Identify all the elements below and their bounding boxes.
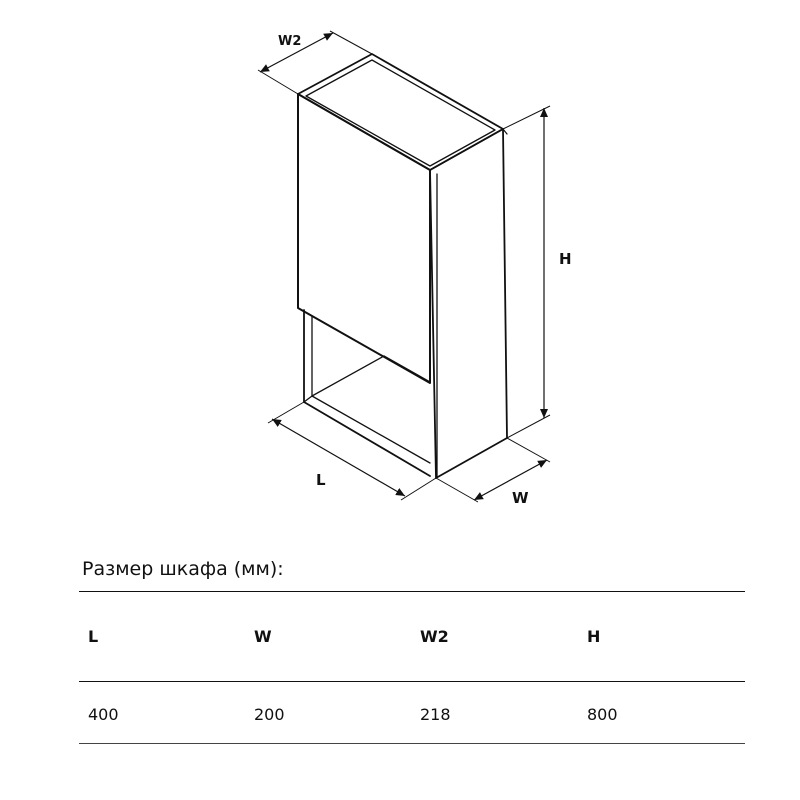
l-extension-left <box>268 402 304 423</box>
cabinet-body <box>298 54 507 478</box>
header-h: H <box>587 627 601 646</box>
l-label: L <box>316 471 326 489</box>
l-dimension-line <box>272 419 405 496</box>
l-extension-right <box>401 478 436 500</box>
w-extension-left <box>436 478 478 502</box>
h-extension-top <box>503 106 550 129</box>
value-w2: 218 <box>420 705 451 724</box>
value-l: 400 <box>88 705 119 724</box>
w2-extension-left <box>258 70 298 94</box>
table-rule-bottom <box>79 743 745 744</box>
table-rule-top <box>79 591 745 592</box>
spec-table-title: Размер шкафа (мм): <box>82 558 284 580</box>
header-w: W <box>254 627 272 646</box>
header-l: L <box>88 627 99 646</box>
table-rule-middle <box>79 681 745 682</box>
cabinet-door <box>298 94 430 383</box>
w-extension-right <box>507 438 550 462</box>
w-label: W <box>512 489 529 507</box>
w2-label: W2 <box>278 34 302 49</box>
header-w2: W2 <box>420 627 449 646</box>
open-niche <box>304 310 430 476</box>
w-dimension-line <box>474 460 547 500</box>
h-extension-bottom <box>507 415 550 438</box>
w2-extension-right <box>330 31 372 54</box>
cabinet-side-panel <box>430 129 507 478</box>
h-label: H <box>559 250 572 268</box>
value-w: 200 <box>254 705 285 724</box>
value-h: 800 <box>587 705 618 724</box>
